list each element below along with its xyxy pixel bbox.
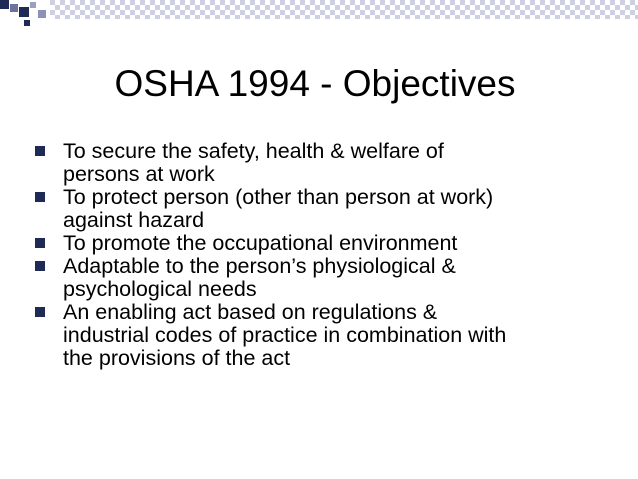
bullet-line: psychological needs — [63, 277, 257, 301]
square-bullet-icon — [35, 192, 45, 202]
list-item — [32, 186, 632, 232]
bullet-list — [32, 140, 632, 370]
bullet-line: To promote the occupational environment — [63, 231, 458, 255]
bullet-line: To secure the safety, health & welfare of — [63, 139, 444, 163]
bullet-line: the provisions of the act — [63, 346, 291, 370]
decorative-header — [0, 0, 638, 40]
square-bullet-icon — [35, 238, 45, 248]
square-bullet-icon — [35, 261, 45, 271]
bullet-line: against hazard — [63, 208, 205, 232]
bullet-line: industrial codes of practice in combination with — [63, 323, 507, 347]
list-item — [32, 301, 632, 370]
bullet-line: persons at work — [63, 162, 215, 186]
list-item — [32, 255, 632, 301]
list-item — [32, 232, 632, 255]
square-bullet-icon — [35, 307, 45, 317]
checker-pattern — [0, 0, 638, 40]
bullet-line: Adaptable to the person’s physiological & — [63, 254, 456, 278]
slide-title: OSHA 1994 - Objectives — [114, 63, 516, 104]
bullet-line: An enabling act based on regulations & — [63, 300, 438, 324]
list-item — [32, 140, 632, 186]
bullet-line: To protect person (other than person at work) — [63, 185, 494, 209]
square-bullet-icon — [35, 146, 45, 156]
